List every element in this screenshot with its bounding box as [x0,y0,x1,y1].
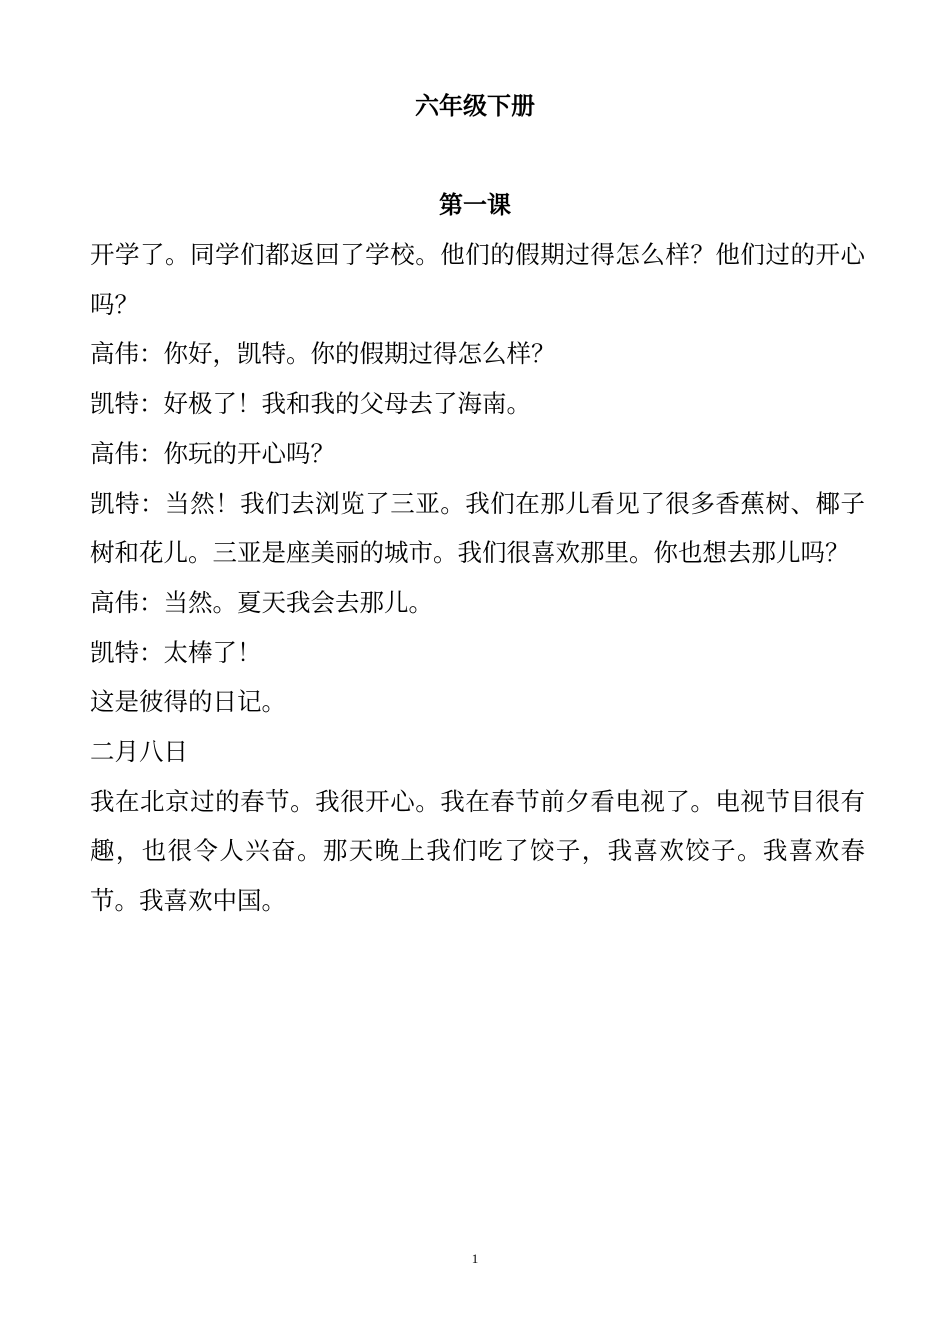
dialogue-line: 高伟：当然。夏天我会去那儿。 [90,587,433,617]
lesson-title: 第一课 [439,191,511,219]
dialogue-line: 凯特：好极了！我和我的父母去了海南。 [90,389,531,419]
dialogue-line: 高伟：你好，凯特。你的假期过得怎么样？ [90,339,556,369]
diary-date: 二月八日 [90,737,188,767]
intro-paragraph: 开学了。同学们都返回了学校。他们的假期过得怎么样？他们过的开心吗？ [90,240,865,319]
dialogue-line: 凯特：太棒了！ [90,637,262,667]
dialogue-line: 高伟：你玩的开心吗？ [90,438,335,468]
dialogue-line: 凯特：当然！我们去浏览了三亚。我们在那儿看见了很多香蕉树、椰子树和花儿。三亚是座美丽的城市。我们很喜欢那里。你也想去那儿吗？ [90,488,865,568]
lesson-body [90,230,865,926]
diary-entry: 我在北京过的春节。我很开心。我在春节前夕看电视了。电视节目很有趣，也很令人兴奋。那天晚上我们吃了饺子，我喜欢饺子。我喜欢春节。我喜欢中国。 [90,786,865,916]
page-number: 1 [471,1251,479,1266]
diary-intro: 这是彼得的日记。 [90,687,286,717]
page-title: 六年级下册 [415,92,535,120]
